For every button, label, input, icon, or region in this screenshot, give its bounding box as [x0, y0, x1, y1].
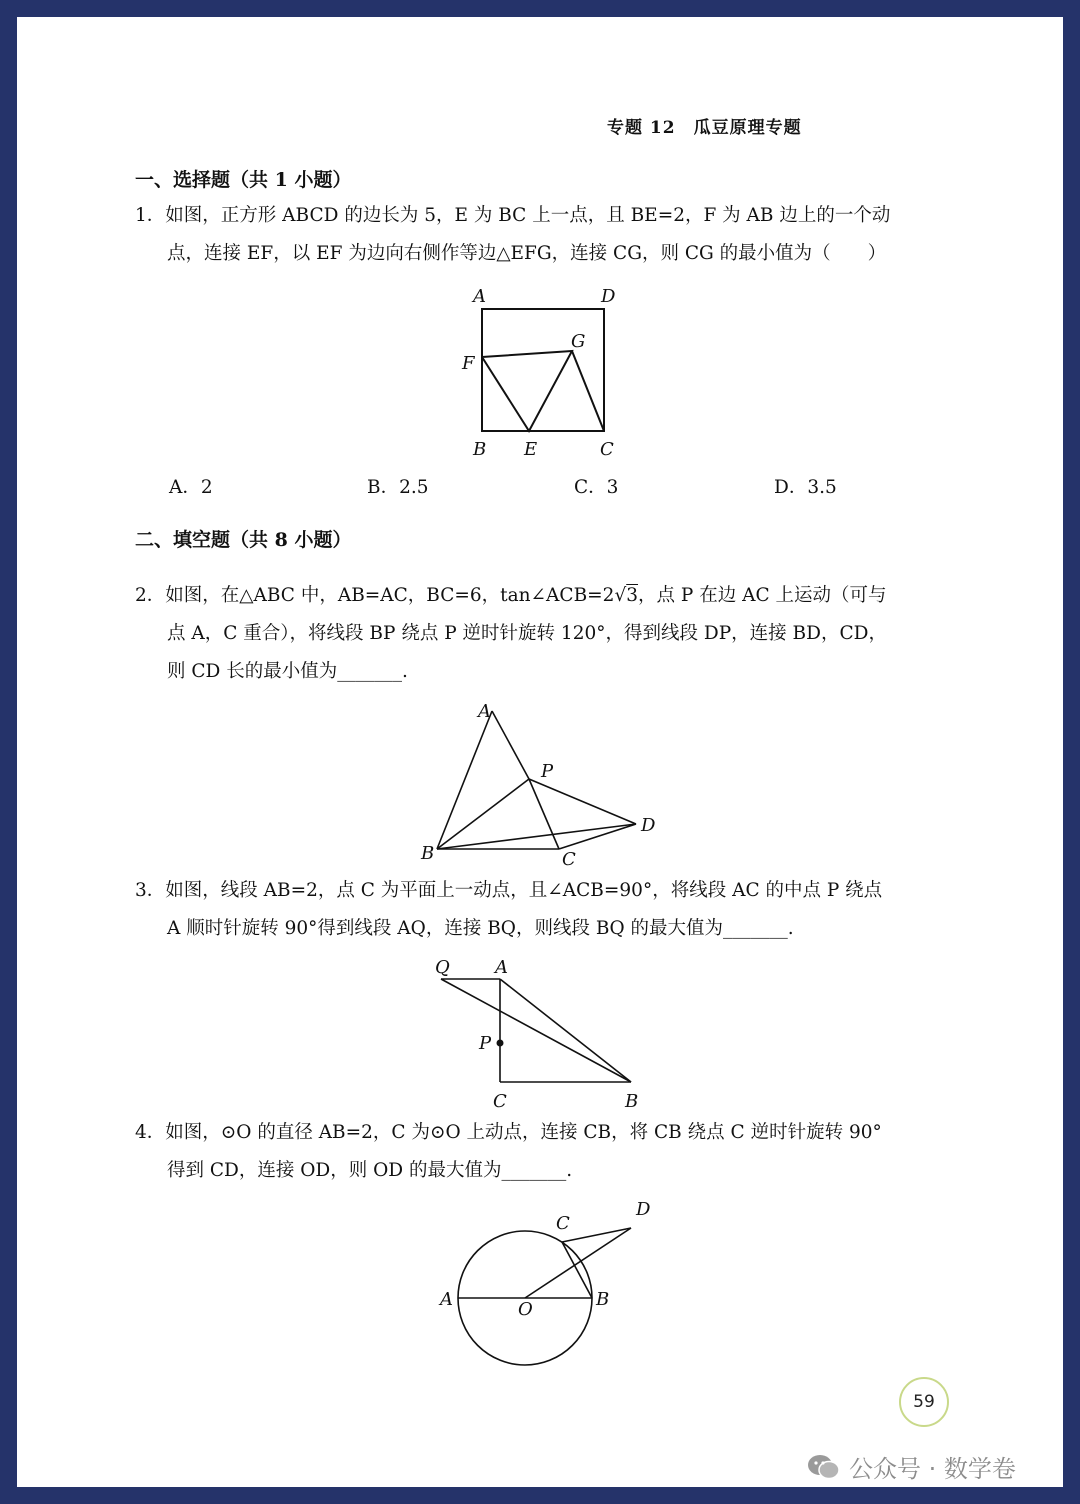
- wechat-icon: [807, 1453, 841, 1481]
- label-c: C: [600, 439, 614, 460]
- question-2: [135, 577, 887, 691]
- watermark: [807, 1449, 1016, 1484]
- label-a: A: [478, 701, 491, 722]
- label-b: B: [421, 843, 435, 864]
- option-c: C．3: [574, 477, 619, 498]
- section-heading-fill: 二、填空题（共 8 小题）: [135, 529, 352, 551]
- label-a: A: [440, 1289, 453, 1310]
- label-a: A: [473, 286, 486, 307]
- question-2-line-2: 点 A，C 重合），将线段 BP 绕点 P 逆时针旋转 120°，得到线段 DP，连接 BD，CD，: [167, 623, 887, 644]
- label-e: E: [524, 439, 538, 460]
- square-abcd: [482, 309, 604, 431]
- label-b: B: [625, 1091, 639, 1112]
- label-b: B: [596, 1289, 610, 1310]
- figure-right-triangle: [427, 957, 657, 1117]
- triangle-efg: [482, 351, 572, 431]
- label-c: C: [562, 849, 576, 870]
- question-2-line-3: 则 CD 长的最小值为_______.: [167, 661, 408, 682]
- label-p: P: [541, 761, 554, 782]
- sqrt-sign: √: [614, 585, 627, 606]
- figure-square-abcd: [457, 285, 637, 465]
- question-2-line-1-c: ，点 P 在边 AC 上运动（可与: [638, 585, 887, 606]
- label-b: B: [473, 439, 487, 460]
- option-d: D．3.5: [774, 477, 837, 498]
- question-4: [135, 1114, 882, 1190]
- question-3-line-2: A 顺时针旋转 90°得到线段 AQ，连接 BQ，则线段 BQ 的最大值为_______.: [167, 918, 794, 939]
- label-f: F: [462, 353, 475, 374]
- label-c: C: [493, 1091, 507, 1112]
- option-b: B．2.5: [367, 477, 429, 498]
- page-number-badge: 59: [899, 1377, 949, 1427]
- label-o: O: [518, 1299, 533, 1320]
- question-2-line-1: [135, 577, 887, 615]
- question-1-line-1: 1．如图，正方形 ABCD 的边长为 5，E 为 BC 上一点，且 BE=2，F 为 AB 边上的一个动: [135, 205, 891, 226]
- question-3: [135, 872, 882, 948]
- page-title: 专题 12 瓜豆原理专题: [607, 118, 802, 138]
- question-4-line-1: 4．如图，⊙O 的直径 AB=2，C 为⊙O 上动点，连接 CB，将 CB 绕点 C 逆时针旋转 90°: [135, 1122, 882, 1143]
- label-p: P: [479, 1033, 492, 1054]
- question-1-line-2: 点，连接 EF，以 EF 为边向右侧作等边△EFG，连接 CG，则 CG 的最小值为（ ）: [167, 243, 887, 264]
- question-1: [135, 197, 890, 273]
- label-d: D: [601, 286, 616, 307]
- figure-circle-o: [437, 1195, 657, 1375]
- figure-triangle-abc: [417, 703, 677, 883]
- label-a: A: [495, 957, 508, 978]
- segment-cg: [572, 351, 604, 431]
- label-d: D: [636, 1199, 651, 1220]
- section-heading-choice: 一、选择题（共 1 小题）: [135, 169, 352, 191]
- label-q: Q: [435, 957, 450, 978]
- option-a: A．2: [169, 477, 213, 498]
- question-2-line-1-a: 2．如图，在△ABC 中，AB=AC，BC=6，tan∠ACB=2: [135, 585, 615, 606]
- sqrt-radicand: 3: [626, 585, 639, 606]
- point-p: [497, 1040, 504, 1047]
- watermark-text: 公众号 · 数学卷: [849, 1455, 1016, 1483]
- document-page: [17, 17, 1063, 1487]
- question-3-line-1: 3．如图，线段 AB=2，点 C 为平面上一动点，且∠ACB=90°，将线段 AC 的中点 P 绕点: [135, 880, 883, 901]
- label-c: C: [556, 1213, 570, 1234]
- question-4-line-2: 得到 CD，连接 OD，则 OD 的最大值为_______.: [167, 1160, 573, 1181]
- label-d: D: [641, 815, 656, 836]
- label-g: G: [571, 331, 586, 352]
